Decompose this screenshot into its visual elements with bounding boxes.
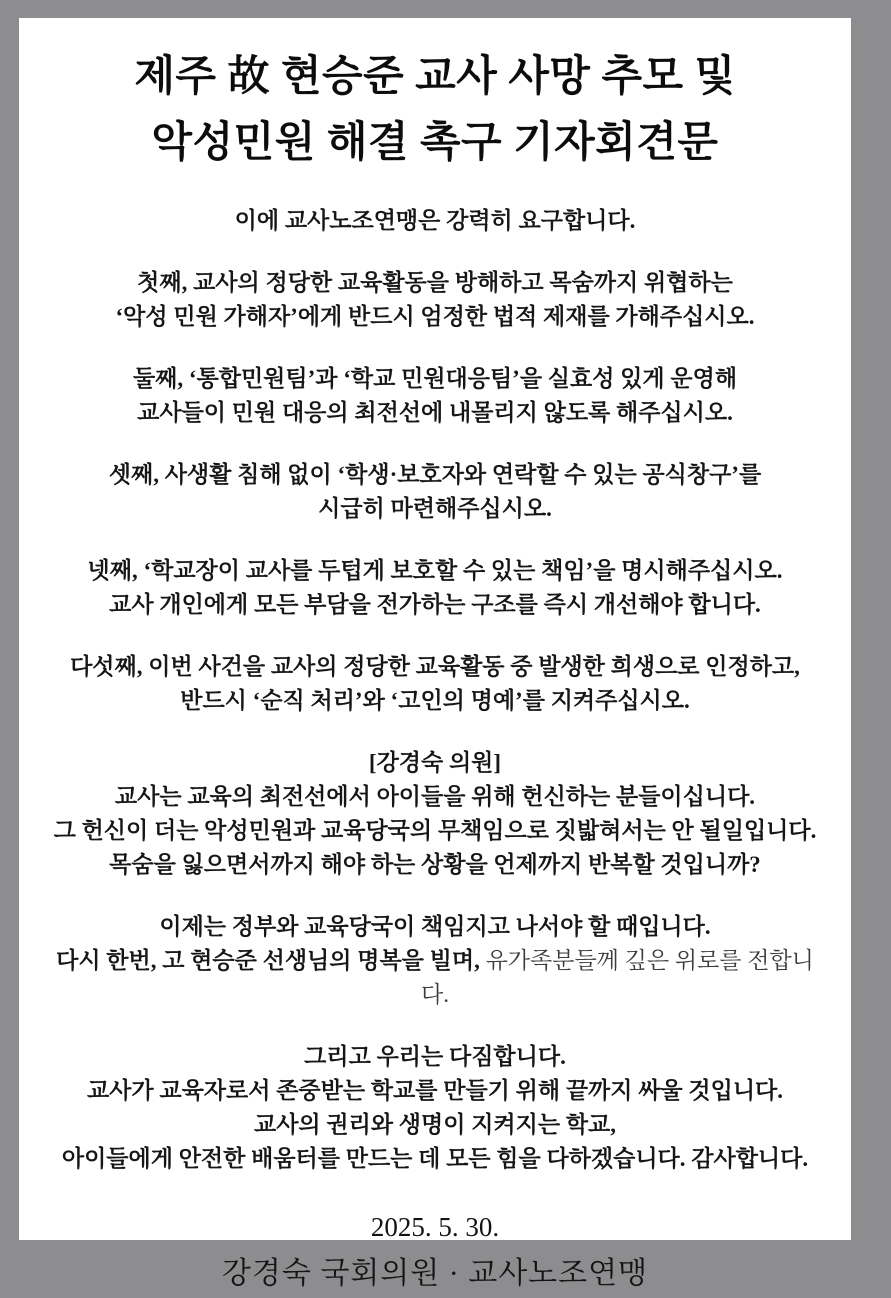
pledge-line-4: 아이들에게 안전한 배움터를 만드는 데 모든 힘을 다하겠습니다. 감사합니다. <box>61 1146 809 1171</box>
intro-line: 이에 교사노조연맹은 강력히 요구합니다. <box>234 208 636 233</box>
date-line: 2025. 5. 30. <box>370 1212 500 1242</box>
document-page <box>19 18 851 1290</box>
statement-heading: [강경숙 의원] <box>368 750 502 775</box>
paragraph-demand-5 <box>47 650 823 718</box>
paragraph-pledge <box>47 1040 823 1176</box>
document-title <box>47 44 823 176</box>
statement-line-2: 그 헌신이 더는 악성민원과 교육당국의 무책임으로 짓밟혀서는 안 될일입니다. <box>53 818 817 843</box>
signature-line: 강경숙 국회의원 · 교사노조연맹 <box>221 1257 649 1290</box>
paragraph-demand-2 <box>47 362 823 430</box>
closing-line-1: 이제는 정부와 교육당국이 책임지고 나서야 할 때입니다. <box>159 914 711 939</box>
demand-2-line-1: 둘째, ‘통합민원팀’과 ‘학교 민원대응팀’을 실효성 있게 운영해 <box>132 366 738 391</box>
demand-5-line-1: 다섯째, 이번 사건을 교사의 정당한 교육활동 중 발생한 희생으로 인정하고, <box>70 654 800 679</box>
demand-1-line-2: ‘악성 민원 가해자’에게 반드시 엄정한 법적 제재를 가해주십시오. <box>115 304 755 329</box>
statement-line-3: 목숨을 잃으면서까지 해야 하는 상황을 언제까지 반복할 것입니까? <box>109 852 761 877</box>
title-line-1: 제주 故 현승준 교사 사망 추모 및 <box>134 54 736 100</box>
title-line-2: 악성민원 해결 촉구 기자회견문 <box>151 120 719 166</box>
demand-3-line-2: 시급히 마련해주십시오. <box>318 496 552 521</box>
paragraph-demand-3 <box>47 458 823 526</box>
pledge-line-3: 교사의 권리와 생명이 지켜지는 학교, <box>253 1112 617 1137</box>
demand-2-line-2: 교사들이 민원 대응의 최전선에 내몰리지 않도록 해주십시오. <box>137 400 733 425</box>
statement-line-1: 교사는 교육의 최전선에서 아이들을 위해 헌신하는 분들이십니다. <box>114 784 756 809</box>
demand-4-line-1: 넷째, ‘학교장이 교사를 두텁게 보호할 수 있는 책임’을 명시해주십시오. <box>87 558 783 583</box>
closing-line-2 <box>47 944 823 1012</box>
paragraph-statement <box>47 746 823 882</box>
paragraph-closing <box>47 910 823 1012</box>
demand-3-line-1: 셋째, 사생활 침해 없이 ‘학생·보호자와 연락할 수 있는 공식창구’를 <box>108 462 762 487</box>
closing-line-2-light: 유가족분들께 깊은 위로를 전합니다. <box>421 948 814 1007</box>
demand-1-line-1: 첫째, 교사의 정당한 교육활동을 방해하고 목숨까지 위협하는 <box>137 270 733 295</box>
paragraph-demand-1 <box>47 266 823 334</box>
demand-4-line-2: 교사 개인에게 모든 부담을 전가하는 구조를 즉시 개선해야 합니다. <box>109 592 761 617</box>
paragraph-intro <box>47 204 823 238</box>
pledge-line-1: 그리고 우리는 다짐합니다. <box>304 1044 566 1069</box>
demand-5-line-2: 반드시 ‘순직 처리’와 ‘고인의 명예’를 지켜주십시오. <box>180 688 690 713</box>
closing-line-2-bold: 다시 한번, 고 현승준 선생님의 명복을 빌며, <box>56 948 486 973</box>
pledge-line-2: 교사가 교육자로서 존중받는 학교를 만들기 위해 끝까지 싸울 것입니다. <box>86 1078 784 1103</box>
paragraph-demand-4 <box>47 554 823 622</box>
document-footer <box>47 1204 823 1298</box>
